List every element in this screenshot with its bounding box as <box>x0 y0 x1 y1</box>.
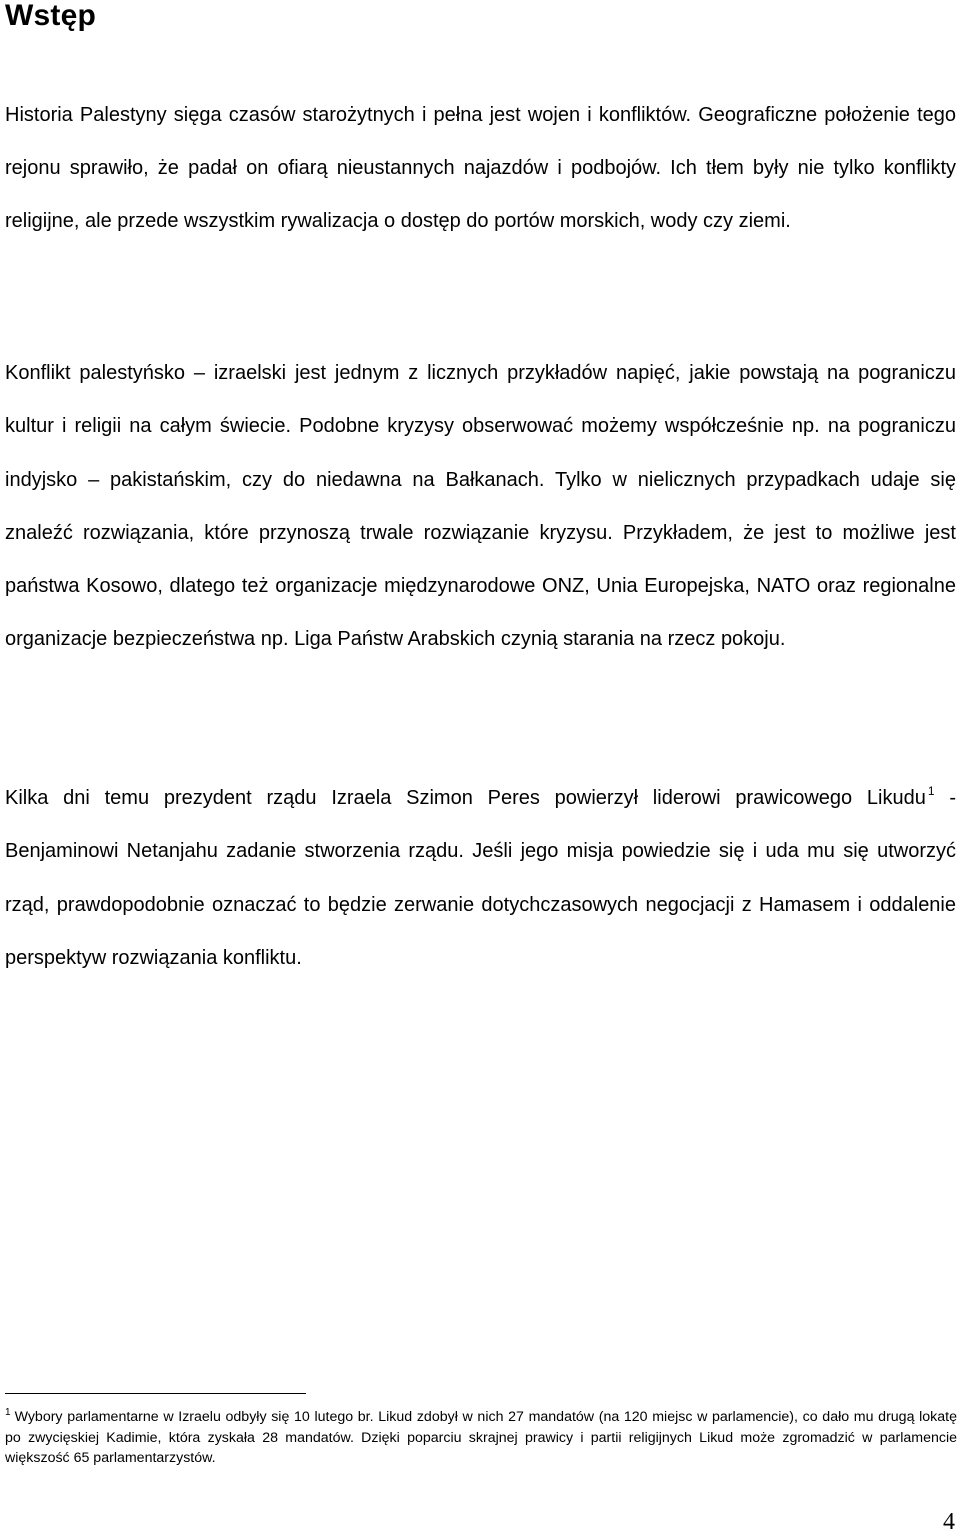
paragraph-government-text-start: Kilka dni temu prezydent rządu Izraela Szimon Peres powierzył liderowi prawicowego Likudu <box>5 787 926 809</box>
footnote <box>5 1407 957 1469</box>
paragraph-government <box>5 772 956 985</box>
paragraph-conflict: Konflikt palestyńsko – izraelski jest jednym z licznych przykładów napięć, jakie powstają na pograniczu kultur i religii na całym świecie. Podobne kryzysy obserwować możemy współcześnie np. na pograniczu indyjsko – pakistańskim, czy do niedawna na Bałkanach. Tylko w nielicznych przypadkach udaje się znaleźć rozwiązania, które przynoszą trwale rozwiązanie kryzysu. Przykładem, że jest to możliwe jest państwa Kosowo, dlatego też organizacje międzynarodowe ONZ, Unia Europejska, NATO oraz regionalne organizacje bezpieczeństwa np. Liga Państw Arabskich czynią starania na rzecz pokoju. <box>5 362 956 651</box>
footnote-text: Wybory parlamentarne w Izraelu odbyły się 10 lutego br. Likud zdobył w nich 27 mandatów (na 120 miejsc w parlamencie), co dało mu drugą lokatę po zwycięskiej Kadimie, która zyskała 28 mandatów. Dzięki poparciu skrajnej prawicy i partii religijnych Likud może zgromadzić w parlamencie większość 65 parlamentarzystów. <box>5 1409 957 1466</box>
paragraph-history: Historia Palestyny sięga czasów starożytnych i pełna jest wojen i konfliktów. Geograficzne położenie tego rejonu sprawiło, że padał on ofiarą nieustannych najazdów i podbojów. Ich tłem były nie tylko konflikty religijne, ale przede wszystkim rywalizacja o dostęp do portów morskich, wody czy ziemi. <box>5 104 956 232</box>
footnote-marker: 1 <box>5 1407 11 1418</box>
page-number: 4 <box>943 1509 955 1535</box>
paragraph-government-text-end: - Benjaminowi Netanjahu zadanie stworzenia rządu. Jeśli jego misja powiedzie się i uda mu się utworzyć rząd, prawdopodobnie oznaczać to będzie zerwanie dotychczasowych negocjacji z Hamasem i oddalenie perspektyw rozwiązania konfliktu. <box>5 787 956 969</box>
footnote-separator <box>5 1393 306 1394</box>
footnote-reference: 1 <box>927 784 935 798</box>
page-title: Wstęp <box>5 0 96 32</box>
